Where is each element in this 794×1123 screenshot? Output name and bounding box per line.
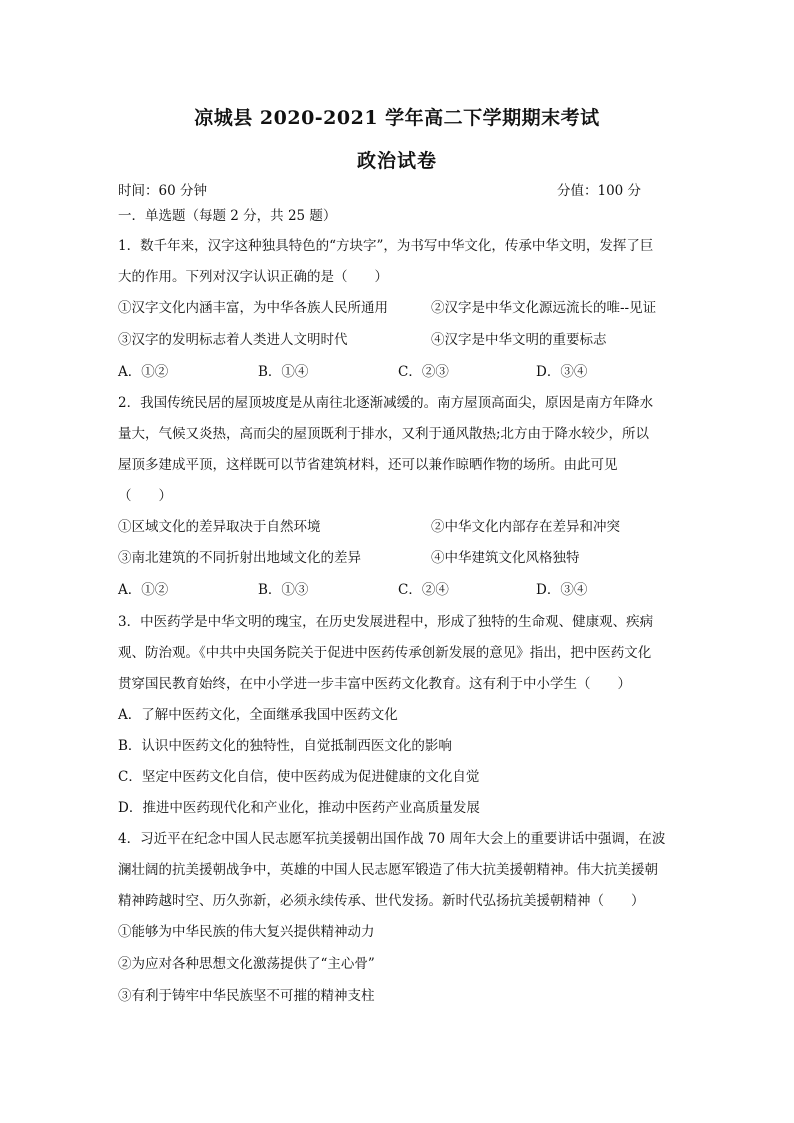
q1-option-2: ②汉字是中华文化源远流长的唯--见证 bbox=[431, 300, 657, 316]
q4-option-2: ②为应对各种思想文化激荡提供了“主心骨” bbox=[118, 956, 375, 972]
section-heading: 一．单选题（每题 2 分，共 25 题） bbox=[118, 208, 337, 224]
q2-choice-a: A．①② bbox=[118, 582, 169, 598]
exam-title: 凉城县 2020-2021 学年高二下学期期末考试 bbox=[194, 107, 600, 129]
q4-option-1: ①能够为中华民族的伟大复兴提供精神动力 bbox=[118, 924, 375, 940]
q1-option-3: ③汉字的发明标志着人类进人文明时代 bbox=[118, 332, 348, 348]
q3-choice-a: A．了解中医药文化，全面继承我国中医药文化 bbox=[118, 707, 398, 723]
q1-stem-line: 1．数千年来，汉字这种独具特色的“方块字”，为书写中华文化，传承中华文明，发挥了巨 bbox=[118, 238, 654, 254]
exam-score: 分值：100 分 bbox=[557, 183, 642, 199]
q3-choice-d: D．推进中医药现代化和产业化，推动中医药产业高质量发展 bbox=[118, 800, 480, 816]
q1-option-1: ①汉字文化内涵丰富，为中华各族人民所通用 bbox=[118, 300, 388, 316]
exam-time: 时间：60 分钟 bbox=[118, 183, 207, 199]
q1-choice-d: D．③④ bbox=[536, 364, 588, 380]
q2-stem-line: （ ） bbox=[118, 488, 172, 504]
q2-choice-b: B．①③ bbox=[258, 582, 309, 598]
exam-subtitle: 政治试卷 bbox=[356, 150, 437, 172]
q3-stem-line: 3．中医药学是中华文明的瑰宝，在历史发展进程中，形成了独特的生命观、健康观、疾病 bbox=[118, 614, 654, 630]
q2-choice-d: D．③④ bbox=[536, 582, 588, 598]
q3-stem-line: 贯穿国民教育始终，在中小学进一步丰富中医药文化教育。这有利于中小学生（ ） bbox=[118, 676, 631, 692]
q3-choice-b: B．认识中医药文化的独特性，自觉抵制西医文化的影响 bbox=[118, 738, 452, 754]
q4-stem-line: 澜壮阔的抗美援朝战争中，英雄的中国人民志愿军锻造了伟大抗美援朝精神。伟大抗美援朝 bbox=[118, 862, 658, 878]
q1-option-4: ④汉字是中华文明的重要标志 bbox=[431, 332, 607, 348]
q2-option-4: ④中华建筑文化风格独特 bbox=[431, 550, 580, 566]
q2-stem-line: 量大，气候又炎热，高而尖的屋顶既利于排水，又利于通风散热;北方由于降水较少，所以 bbox=[118, 426, 650, 442]
q2-option-3: ③南北建筑的不同折射出地域文化的差异 bbox=[118, 550, 361, 566]
q1-choice-c: C．②③ bbox=[398, 364, 449, 380]
q4-option-3: ③有利于铸牢中华民族坚不可摧的精神支柱 bbox=[118, 988, 375, 1004]
q3-stem-line: 观、防治观。《中共中央国务院关于促进中医药传承创新发展的意见》指出，把中医药文化 bbox=[118, 645, 652, 661]
q1-choice-b: B．①④ bbox=[258, 364, 309, 380]
q2-choice-c: C．②④ bbox=[398, 582, 449, 598]
q1-stem-line: 大的作用。下列对汉字认识正确的是（ ） bbox=[118, 269, 388, 285]
q4-stem-line: 精神跨越时空、历久弥新，必须永续传承、世代发扬。新时代弘扬抗美援朝精神（ ） bbox=[118, 893, 645, 909]
q2-stem-line: 2．我国传统民居的屋顶坡度是从南往北逐渐减缓的。南方屋顶高面尖，原因是南方年降水 bbox=[118, 395, 654, 411]
q2-stem-line: 屋顶多建成平顶，这样既可以节省建筑材料，还可以兼作晾晒作物的场所。由此可见 bbox=[118, 457, 618, 473]
q1-choice-a: A．①② bbox=[118, 364, 169, 380]
q4-stem-line: 4．习近平在纪念中国人民志愿军抗美援朝出国作战 70 周年大会上的重要讲话中强调，在波 bbox=[118, 831, 666, 847]
q2-option-2: ②中华文化内部存在差异和冲突 bbox=[431, 519, 620, 535]
q2-option-1: ①区域文化的差异取决于自然环境 bbox=[118, 519, 321, 535]
q3-choice-c: C．坚定中医药文化自信，使中医药成为促进健康的文化自觉 bbox=[118, 769, 480, 785]
